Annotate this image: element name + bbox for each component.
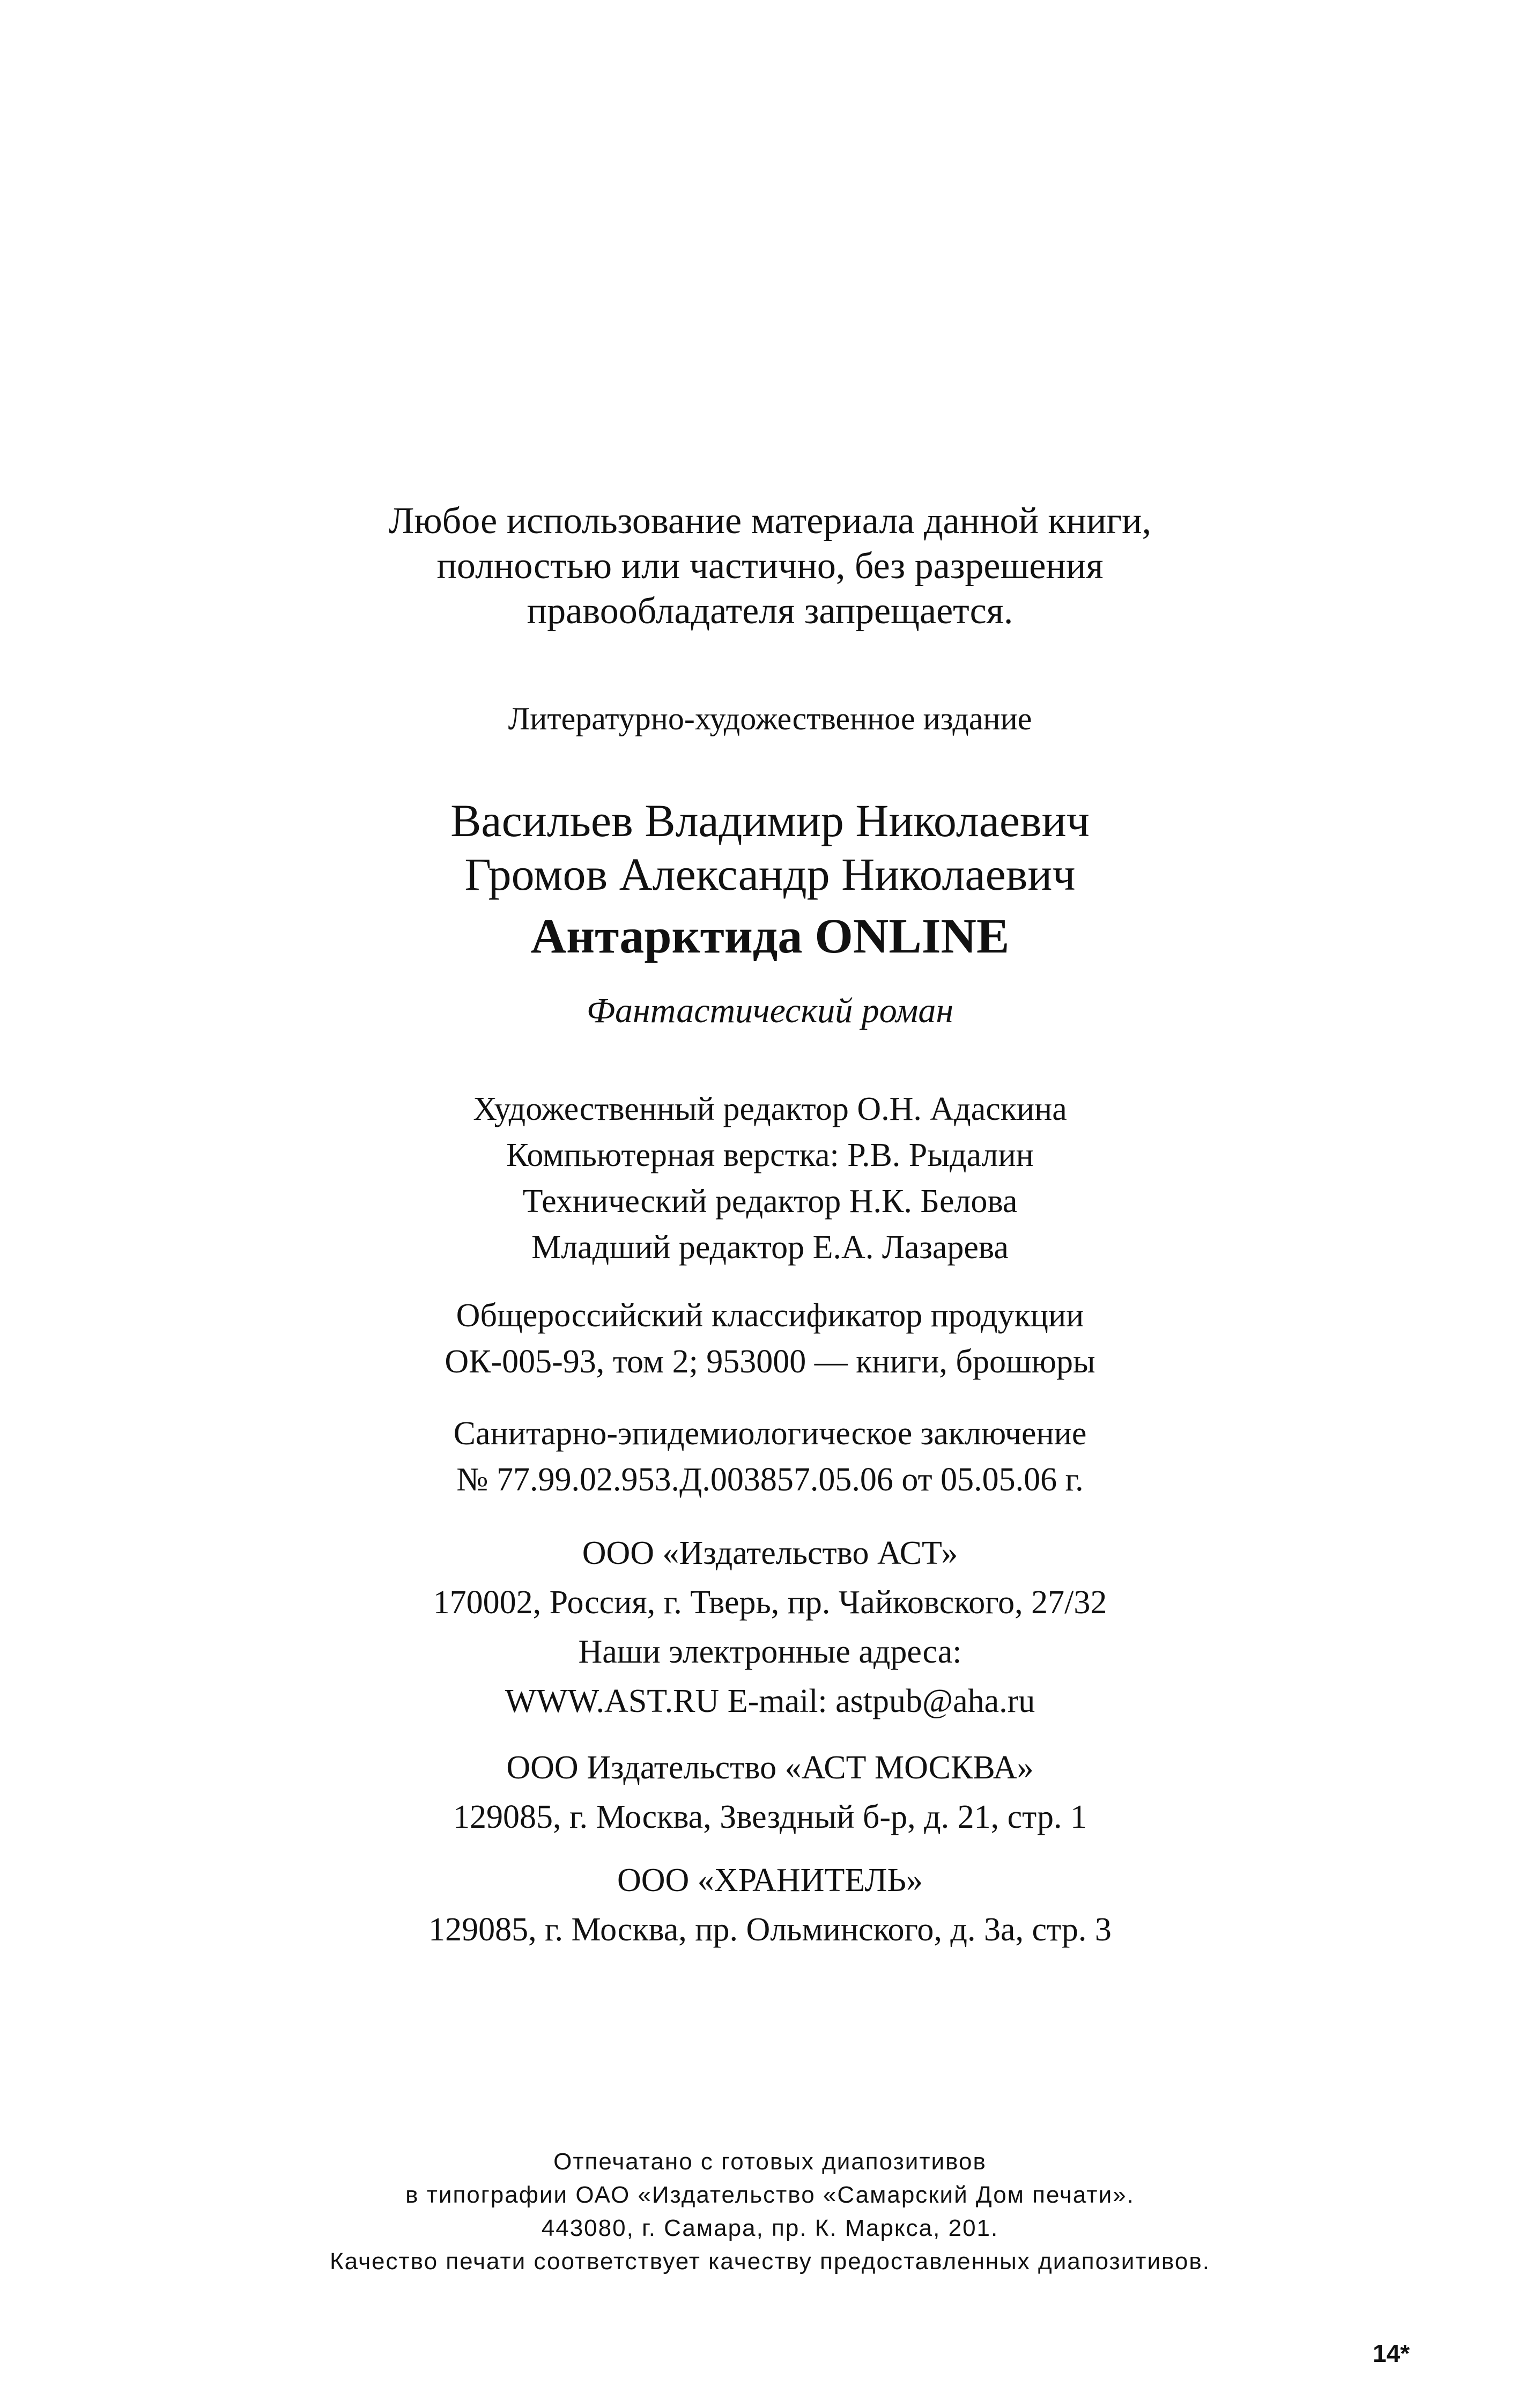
book-title bbox=[0, 906, 1540, 965]
printing-line: Отпечатано с готовых диапозитивов bbox=[553, 2148, 987, 2175]
copyright-notice-line: Любое использование материала данной книги, bbox=[388, 500, 1152, 542]
printing-info bbox=[0, 2145, 1540, 2278]
edition-type-text: Литературно-художественное издание bbox=[508, 701, 1032, 736]
staff-line: Технический редактор Н.К. Белова bbox=[522, 1183, 1018, 1220]
author-name: Васильев Владимир Николаевич bbox=[450, 795, 1090, 846]
sanitary-conclusion bbox=[0, 1411, 1540, 1503]
publisher-line: 129085, г. Москва, пр. Ольминского, д. 3а, стр. 3 bbox=[428, 1911, 1112, 1948]
classifier-line: ОК-005-93, том 2; 953000 — книги, брошюры bbox=[445, 1343, 1095, 1380]
copyright-notice bbox=[0, 499, 1540, 634]
sanitary-line: № 77.99.02.953.Д.003857.05.06 от 05.05.06 г. bbox=[456, 1461, 1084, 1498]
publisher-line: 170002, Россия, г. Тверь, пр. Чайковского, 27/32 bbox=[433, 1584, 1107, 1621]
publisher-line: ООО Издательство «АСТ МОСКВА» bbox=[506, 1749, 1034, 1786]
editorial-staff bbox=[0, 1086, 1540, 1271]
publisher-line: Наши электронные адреса: bbox=[578, 1634, 962, 1670]
sanitary-line: Санитарно-эпидемиологическое заключение bbox=[453, 1415, 1087, 1452]
publisher-line: ООО «Издательство АСТ» bbox=[582, 1535, 958, 1571]
printing-line: Качество печати соответствует качеству предоставленных диапозитивов. bbox=[330, 2248, 1210, 2275]
printing-line: в типографии ОАО «Издательство «Самарский Дом печати». bbox=[405, 2182, 1135, 2208]
publisher-ast-moskva bbox=[0, 1743, 1540, 1842]
copyright-notice-line: правообладателя запрещается. bbox=[527, 590, 1013, 632]
genre-text: Фантастический роман bbox=[586, 991, 954, 1030]
page-number: 14* bbox=[1373, 2339, 1410, 2367]
classifier-line: Общероссийский классификатор продукции bbox=[456, 1297, 1084, 1334]
printing-line: 443080, г. Самара, пр. К. Маркса, 201. bbox=[541, 2215, 999, 2241]
staff-line: Художественный редактор О.Н. Адаскина bbox=[473, 1091, 1067, 1127]
publisher-line: WWW.AST.RU E-mail: astpub@aha.ru bbox=[505, 1683, 1035, 1719]
copyright-notice-line: полностью или частично, без разрешения bbox=[436, 545, 1104, 587]
staff-line: Младший редактор Е.А. Лазарева bbox=[531, 1229, 1009, 1266]
publisher-line: ООО «ХРАНИТЕЛЬ» bbox=[617, 1862, 923, 1899]
book-title-text: Антарктида ONLINE bbox=[530, 909, 1010, 963]
edition-type bbox=[0, 697, 1540, 740]
publisher-line: 129085, г. Москва, Звездный б-р, д. 21, стр. 1 bbox=[453, 1799, 1087, 1835]
publisher-khranitel bbox=[0, 1856, 1540, 1954]
publisher-ast bbox=[0, 1529, 1540, 1726]
product-classifier bbox=[0, 1293, 1540, 1385]
author-name: Громов Александр Николаевич bbox=[464, 848, 1076, 900]
genre bbox=[0, 990, 1540, 1032]
authors bbox=[0, 794, 1540, 901]
staff-line: Компьютерная верстка: Р.В. Рыдалин bbox=[506, 1137, 1034, 1173]
